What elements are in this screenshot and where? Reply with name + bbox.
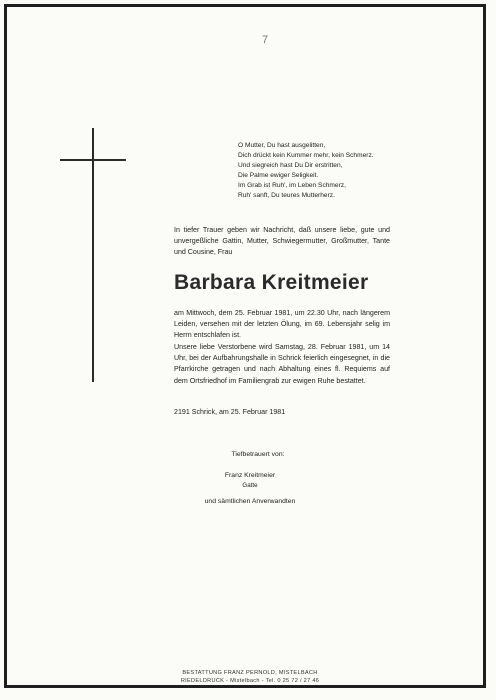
other-relatives: und sämtlichen Anverwandten <box>204 498 296 505</box>
place-and-date: 2191 Schrick, am 25. Februar 1981 <box>174 408 286 416</box>
mourner-name: Franz Kreitmeier <box>224 472 276 479</box>
funeral-details-paragraph: Unsere liebe Verstorbene wird Samstag, 28. Februar 1981, um 14 Uhr, bei der Aufbahrungshalle in Schrick feierlich eingesegnet, in die Pfarrkirche getragen und nach Abhaltung eines fl. Requiems auf dem Ortsfriedhof im Familiengrab zur ewigen Ruhe bestattet. <box>174 343 390 385</box>
poem-line: Die Palme ewiger Seligkeit. <box>238 172 319 179</box>
death-details-paragraph: am Mittwoch, dem 25. Februar 1981, um 22.30 Uhr, nach längerem Leiden, versehen mit der letzten Ölung, im 69. Lebensjahr selig im Herrn entschlafen ist. <box>174 309 390 340</box>
poem <box>238 141 438 201</box>
cross-horizontal-bar <box>60 159 126 161</box>
poem-line: Dich drückt kein Kummer mehr, kein Schmerz. <box>238 152 374 159</box>
poem-line: Im Grab ist Ruh', im Leben Schmerz, <box>238 182 346 189</box>
printer-footer <box>140 669 360 685</box>
handwritten-mark: 7 <box>262 34 269 46</box>
footer-line-undertaker: BESTATTUNG FRANZ PERNOLD, MISTELBACH <box>182 670 318 676</box>
mourner-relation: Gatte <box>242 482 258 489</box>
cross-vertical-bar <box>92 128 94 382</box>
footer-line-printer: RIEDELDRUCK - Mistelbach - Tel. 0 25 72 / 27 46 <box>180 678 320 684</box>
poem-line: Ruh' sanft, Du teures Mutterherz. <box>238 192 335 199</box>
announcement-intro: In tiefer Trauer geben wir Nachricht, daß unsere liebe, gute und unvergeßliche Gattin, Mutter, Schwiegermutter, Großmutter, Tante und Cousine, Frau <box>174 226 390 257</box>
mourners-heading: Tiefbetrauert von: <box>231 451 285 458</box>
poem-line: Und siegreich hast Du Dir erstritten, <box>238 162 343 169</box>
deceased-name: Barbara Kreitmeier <box>174 271 369 294</box>
poem-line: O Mutter, Du hast ausgelitten, <box>238 142 326 149</box>
